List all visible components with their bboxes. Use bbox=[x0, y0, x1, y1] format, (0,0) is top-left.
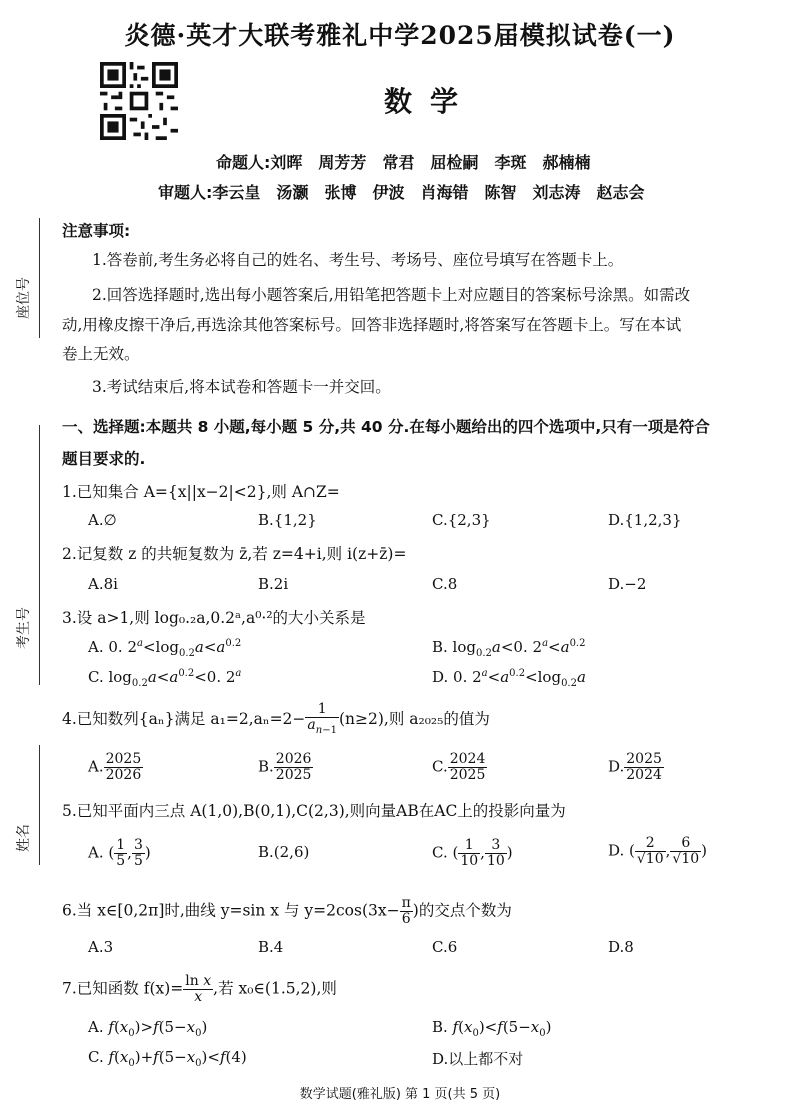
seat-line bbox=[39, 218, 40, 338]
q7-option-c[interactable]: C. $f(x_0)+f(5-x_0)<f(4)$ bbox=[88, 1048, 247, 1069]
notice-line-2a: 2.回答选择题时,选出每小题答案后,用铅笔把答题卡上对应题目的答案标号涂黑。如需改 bbox=[92, 286, 691, 304]
notice-line-2b: 动,用橡皮擦干净后,再选涂其他答案标号。回答非选择题时,将答案写在答题卡上。写在本试 bbox=[62, 316, 682, 334]
q5-option-d[interactable]: D. ( $\frac{2}{√10}$ , $\frac{6}{√10}$ ) bbox=[608, 835, 708, 867]
qr-code[interactable] bbox=[100, 62, 178, 140]
question-6-stem bbox=[62, 896, 512, 927]
q6-fraction: $\frac{\pi}{6}$ bbox=[401, 895, 411, 927]
exam-no-label: 考生号 bbox=[16, 607, 32, 649]
q3-option-a[interactable]: A. 0. $2^a<\log_{0.2}a<a^{0.2}$ bbox=[88, 638, 242, 659]
q7-option-b[interactable]: B. $f(x_0)<f(5-x_0)$ bbox=[432, 1018, 552, 1039]
q5-option-c[interactable]: C. ( $\frac{1}{10}$ , $\frac{3}{10}$ ) bbox=[432, 837, 513, 869]
q4-fraction: $\frac{1}{a_{n-1}}$ bbox=[307, 701, 337, 736]
question-3-stem: 3.设 a>1,则 log₀.₂a,0.2ᵃ,a⁰·²的大小关系是 bbox=[62, 609, 366, 627]
q3-option-d[interactable]: D. 0. $2^a<a^{0.2}<\log_{0.2}a$ bbox=[432, 668, 586, 689]
reviewers-line bbox=[158, 180, 661, 203]
reviewers-label: 审题人: bbox=[158, 183, 213, 202]
question-1-stem: 1.已知集合 A={x||x−2|<2},则 A∩Z= bbox=[62, 483, 340, 501]
proposers-line bbox=[216, 150, 607, 173]
notice-line-2c: 卷上无效。 bbox=[62, 345, 140, 363]
q4-option-d[interactable]: D. $\frac{2025}{2024}$ bbox=[608, 751, 662, 783]
question-5-stem: 5.已知平面内三点 A(1,0),B(0,1),C(2,3),则向量AB在AC上的投影向量为 bbox=[62, 802, 566, 820]
q4-stem-part1: 4.已知数列{aₙ}满足 a₁=2,aₙ=2− bbox=[62, 709, 306, 728]
q1-option-c[interactable]: C.{2,3} bbox=[432, 511, 491, 529]
q2-option-a[interactable]: A.8i bbox=[88, 575, 118, 593]
q5-option-a[interactable]: A. ( $\frac{1}{5}$ , $\frac{3}{5}$ ) bbox=[88, 837, 151, 869]
q6-option-b[interactable]: B.4 bbox=[258, 938, 284, 956]
reviewer-name: 陈智 bbox=[484, 183, 517, 202]
page-footer: 数学试题(雅礼版) 第 1 页(共 5 页) bbox=[299, 1087, 501, 1102]
q4-stem-part2: (n≥2),则 a₂₀₂₅的值为 bbox=[338, 709, 490, 728]
q6-option-d[interactable]: D.8 bbox=[608, 938, 634, 956]
notice-line-3: 3.考试结束后,将本试卷和答题卡一并交回。 bbox=[92, 378, 391, 396]
subject-title: 数学 bbox=[383, 85, 476, 118]
exam-title: 炎德·英才大联考雅礼中学2025届模拟试卷(一) bbox=[124, 21, 676, 50]
name-label: 姓名 bbox=[16, 824, 32, 852]
proposer-name: 常君 bbox=[382, 153, 415, 172]
q6-option-a[interactable]: A.3 bbox=[88, 938, 114, 956]
notice-heading: 注意事项: bbox=[62, 222, 131, 240]
q7-fraction: $\frac{\text{ln x}}{x}$ bbox=[185, 973, 212, 1005]
section-heading-line1: 一、选择题:本题共 8 小题,每小题 5 分,共 40 分.在每小题给出的四个选项中,只有一项是符合 bbox=[62, 418, 710, 436]
exam-no-line bbox=[39, 425, 40, 685]
notice-line-1: 1.答卷前,考生务必将自己的姓名、考生号、考场号、座位号填写在答题卡上。 bbox=[92, 251, 624, 269]
reviewer-name: 刘志涛 bbox=[532, 183, 581, 202]
q2-option-d[interactable]: D.−2 bbox=[608, 575, 647, 593]
q6-option-c[interactable]: C.6 bbox=[432, 938, 458, 956]
q3-option-c[interactable]: C. $\log_{0.2}a<a^{0.2}<0$. 2$^a$ bbox=[88, 668, 242, 689]
q7-option-a[interactable]: A. $f(x_0)>f(5-x_0)$ bbox=[88, 1018, 208, 1039]
section-heading-line2: 题目要求的. bbox=[62, 450, 146, 468]
reviewer-name: 肖海错 bbox=[420, 183, 469, 202]
q7-option-d[interactable]: D.以上都不对 bbox=[432, 1050, 524, 1068]
q6-stem-part1: 6.当 x∈[0,2π]时,曲线 y=sin x 与 y=2cos(3x− bbox=[62, 901, 400, 920]
q1-option-d[interactable]: D.{1,2,3} bbox=[608, 511, 682, 529]
q3-option-b[interactable]: B. $\log_{0.2}a<0$. $2^a<a^{0.2}$ bbox=[432, 638, 586, 659]
proposers-label: 命题人: bbox=[216, 153, 271, 172]
question-4-stem bbox=[62, 702, 490, 738]
reviewer-name: 李云皇 bbox=[212, 183, 261, 202]
q4-option-a[interactable]: A. $\frac{2025}{2026}$ bbox=[88, 751, 142, 783]
proposer-name: 周芳芳 bbox=[318, 153, 367, 172]
name-line bbox=[39, 745, 40, 865]
reviewer-name: 赵志会 bbox=[596, 183, 645, 202]
q7-stem-part2: ,若 x₀∈(1.5,2),则 bbox=[213, 979, 337, 998]
question-2-stem: 2.记复数 z 的共轭复数为 z̄,若 z=4+i,则 i(z+z̄)= bbox=[62, 545, 407, 563]
seat-label: 座位号 bbox=[16, 277, 32, 319]
proposer-name: 屈检嗣 bbox=[430, 153, 479, 172]
proposer-name: 李斑 bbox=[494, 153, 527, 172]
reviewer-name: 汤灏 bbox=[276, 183, 309, 202]
q4-option-c[interactable]: C. $\frac{2024}{2025}$ bbox=[432, 751, 486, 783]
proposer-name: 郝楠楠 bbox=[542, 153, 591, 172]
q6-stem-part2: )的交点个数为 bbox=[412, 901, 512, 920]
q4-option-b[interactable]: B. $\frac{2026}{2025}$ bbox=[258, 751, 312, 783]
reviewer-name: 张博 bbox=[324, 183, 357, 202]
q1-option-b[interactable]: B.{1,2} bbox=[258, 511, 317, 529]
proposer-name: 刘晖 bbox=[270, 153, 303, 172]
q1-option-a[interactable]: A.∅ bbox=[88, 511, 117, 529]
q2-option-b[interactable]: B.2i bbox=[258, 575, 289, 593]
q2-option-c[interactable]: C.8 bbox=[432, 575, 458, 593]
q7-stem-part1: 7.已知函数 f(x)= bbox=[62, 979, 184, 998]
reviewer-name: 伊波 bbox=[372, 183, 405, 202]
question-7-stem bbox=[62, 974, 337, 1005]
q5-option-b[interactable]: B.(2,6) bbox=[258, 843, 310, 861]
